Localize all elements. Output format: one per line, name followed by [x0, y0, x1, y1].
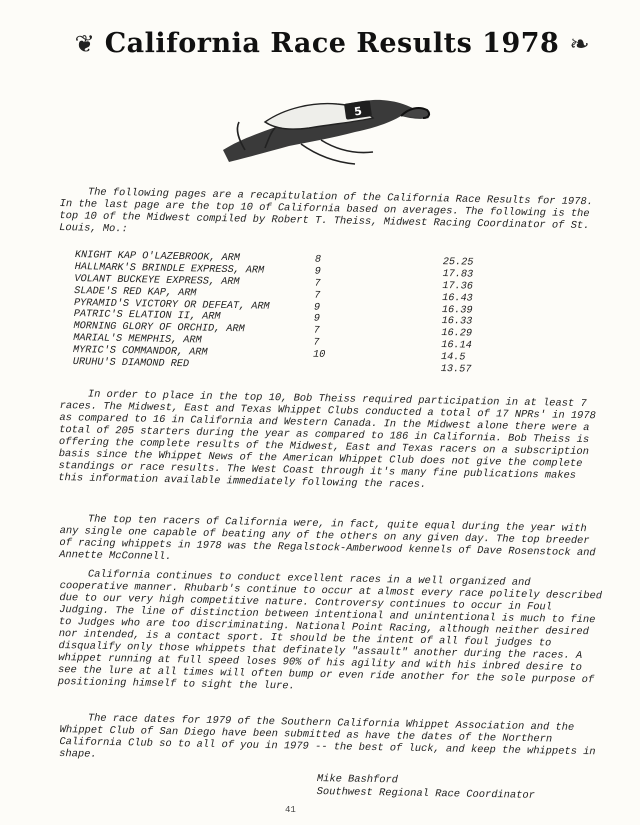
- standings-races: 10: [312, 349, 326, 361]
- signature-block: [317, 773, 536, 803]
- standings-avg: 16.39: [441, 304, 473, 317]
- page-number: 41: [285, 805, 296, 815]
- standings-avg: 17.36: [442, 280, 474, 293]
- paragraph-text: In order to place in the top 10, Bob Theiss required participation in at least 7 races. The Midwest, East and Texas Whippet Clubs conducted a total of 17 NPRs' in 1978 as compared to 16 in California and Western Canada. In the Midwest alone there were a total of 205 starters during the year as compared to 186 in California. Bob Theiss is offering the complete results of the Midwest, East and Texas racers on a subscription basis since the Whippet News of the American Whippet Club does not give the complete standings or race results. The West Coast through it's many fine publications makes this information available immediately following the races.: [58, 388, 596, 492]
- right-flourish-icon: ❧: [569, 29, 590, 58]
- signature-title: Southwest Regional Race Coordinator: [316, 785, 535, 802]
- standings-name: HALLMARK'S BRINDLE EXPRESS, ARM: [74, 261, 265, 277]
- standings-avg: 16.14: [441, 340, 472, 352]
- paragraph-foul-judging: [58, 568, 605, 698]
- standings-races: 9: [313, 302, 321, 314]
- standings-avg: 13.57: [440, 364, 472, 376]
- paragraph-text: The top ten racers of California were, in fact, quite equal during the year with any single one capable of beating any of the others on any given day. The top breeder of racing whippets in 1978 was the Regalstock-Amberwood kennels of Dave Rosenstock and Annette McConnell.: [59, 513, 596, 564]
- standings-name: SLADE'S RED KAP, ARM: [74, 285, 197, 300]
- paragraph-text: The race dates for 1979 of the Southern California Whippet Association and the Whippet Club of San Diego have been submitted as have the dates of the Northern California Club so to all of you in 1979 -- the best of luck, and keep the whippets in shape.: [59, 712, 596, 761]
- standings-name: KNIGHT KAP O'LAZEBROOK, ARM: [74, 250, 241, 265]
- paragraph-text: California continues to conduct excellent races in a well organized and cooperative manner. Rhubarb's continue to occur at almost every race politely described due to our very high competitive nature. Controversy continues to occur in Foul Judging. The line of distinction between intentional and unintentional is much to fine to Judges who are too discriminating. National Point Racing, although neither desired nor intended, is a contact sport. It should be the intent of all foul judges to disqualify only those whippets that definately "assault" another during the races. A whippet running at full speed loses 90% of his agility and with his inbred desire to see the lure at all times will often bump or even ride another for the sole purpose of positioning himself to sight the lure.: [57, 568, 603, 693]
- paragraph-race-dates: [59, 712, 605, 770]
- standings-name: PATRIC'S ELATION II, ARM: [73, 309, 221, 324]
- standings-name: MARIAL'S MEMPHIS, ARM: [73, 333, 202, 347]
- standings-avg: 16.29: [441, 328, 473, 340]
- paragraph-participation: [58, 388, 605, 494]
- title-text: California Race Results 1978: [104, 28, 560, 59]
- paragraph-top-ten: [59, 513, 605, 571]
- standings-name: URUHU'S DIAMOND RED: [72, 356, 190, 371]
- standings-races: 7: [313, 337, 320, 349]
- standings-races: 7: [314, 290, 321, 302]
- midwest-top-10-list: [73, 250, 515, 377]
- standings-avg: 25.25: [442, 257, 474, 269]
- standings-name: PYRAMID'S VICTORY OR DEFEAT, ARM: [73, 297, 270, 313]
- signature-name: Mike Bashford: [316, 773, 399, 787]
- intro-text: The following pages are a recapitulation of the California Race Results for 1978. In the last page are the top 10 of California based on averages. The following is the top 10 of the Midwest compiled by Robert T. Theiss, Midwest Racing Coordinator of St. Louis, Mo.:: [59, 186, 593, 236]
- standings-avg: 17.83: [442, 268, 474, 281]
- intro-paragraph: [59, 186, 605, 244]
- standings-races: 7: [313, 325, 320, 338]
- standings-races: [313, 362, 441, 376]
- standings-races: 9: [313, 314, 320, 326]
- standings-races: 9: [314, 266, 321, 278]
- svg-text:5: 5: [353, 104, 363, 119]
- standings-avg: 16.43: [442, 292, 473, 305]
- standings-avg: 14.5: [440, 352, 466, 364]
- standings-races: 7: [314, 278, 321, 290]
- standings-name: MORNING GLORY OF ORCHID, ARM: [73, 321, 245, 336]
- standings-avg: 16.33: [441, 316, 473, 329]
- standings-races: 8: [314, 254, 322, 266]
- page-title: [72, 28, 592, 59]
- standings-name: MYRIC'S COMMANDOR, ARM: [72, 345, 208, 359]
- left-flourish-icon: ❦: [74, 29, 95, 58]
- racing-whippet-illustration: [205, 88, 445, 168]
- standings-name: VOLANT BUCKEYE EXPRESS, ARM: [74, 273, 240, 288]
